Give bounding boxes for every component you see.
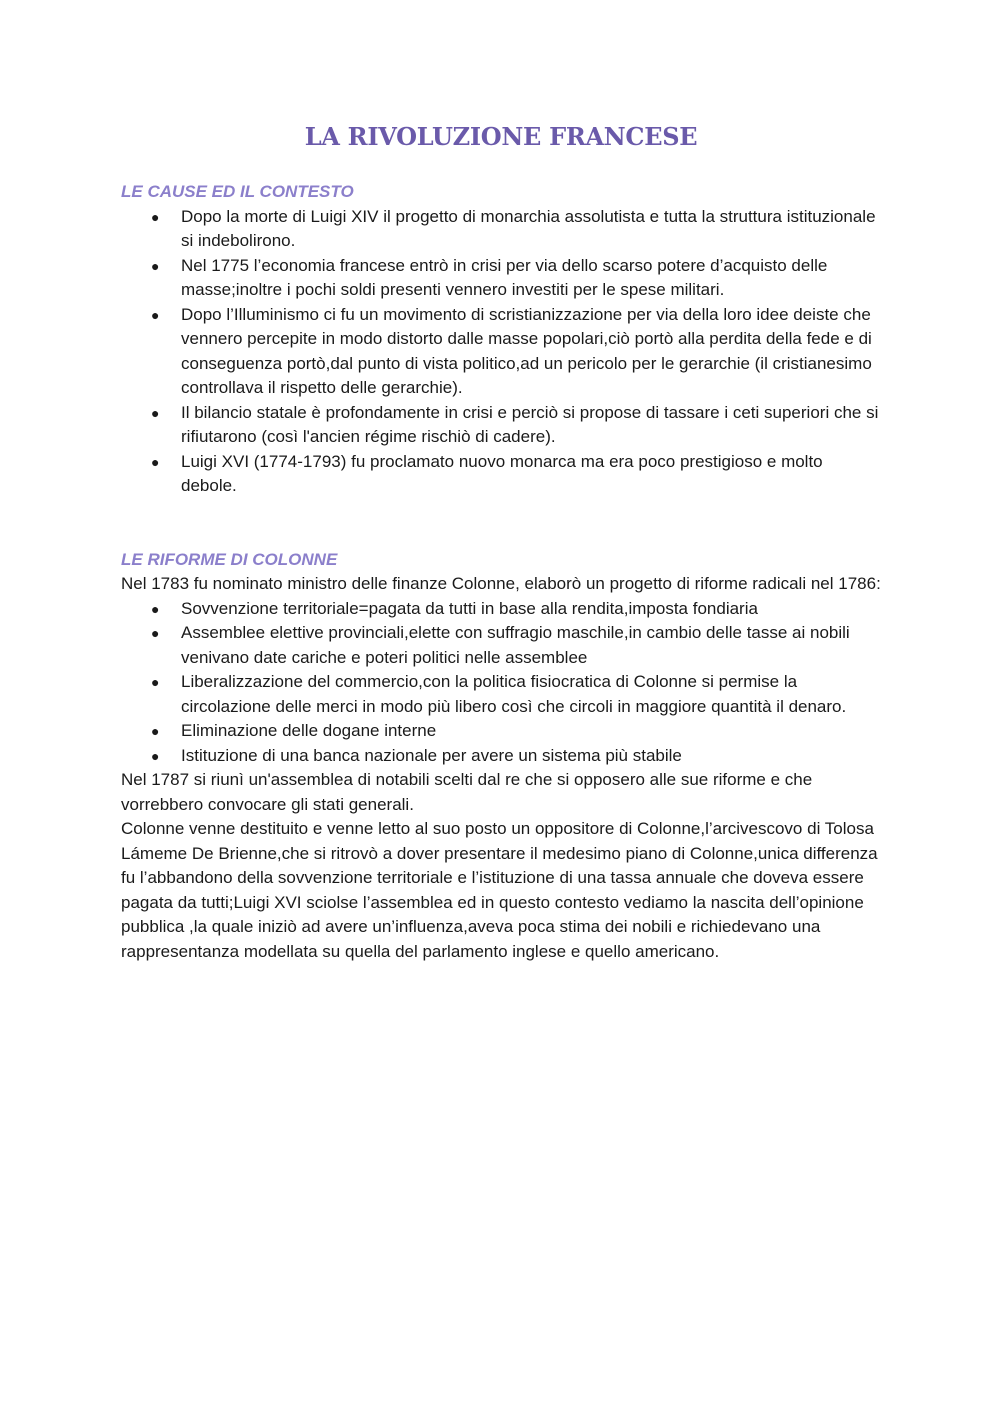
- section-heading: LE RIFORME DI COLONNE: [121, 549, 338, 569]
- list-item-text: Il bilancio statale è profondamente in crisi e perciò si propose di tassare i ceti superiori che si rifiutarono (così l'ancien régime rischiò di cadere).: [181, 402, 879, 446]
- bullet-icon: ●: [151, 723, 160, 739]
- list-item: [121, 254, 881, 303]
- list-item-text: Nel 1775 l’economia francese entrò in crisi per via dello scarso potere d’acquisto delle masse;inoltre i pochi soldi presenti vennero investiti per le spese militari.: [181, 255, 828, 299]
- list-item-text: Dopo l’Illuminismo ci fu un movimento di scristianizzazione per via della loro idee deiste che vennero percepite in modo distorto dalle masse popolari,ciò portò alla perdita della fede e di conseguenza portò,dal punto di vista politico,ad un pericolo per le gerarchie (il cristianesimo controllava il rispetto delle gerarchie).: [181, 304, 872, 397]
- list-item-text: Luigi XVI (1774-1793) fu proclamato nuovo monarca ma era poco prestigioso e molto debole.: [181, 451, 823, 495]
- list-item: [121, 670, 881, 719]
- section-intro: Nel 1783 fu nominato ministro delle finanze Colonne, elaborò un progetto di riforme radicali nel 1786:: [121, 574, 881, 593]
- list-item-text: Sovvenzione territoriale=pagata da tutti in base alla rendita,imposta fondiaria: [181, 598, 758, 618]
- bullet-icon: ●: [151, 257, 160, 274]
- bullet-icon: ●: [151, 747, 160, 764]
- section-heading: LE CAUSE ED IL CONTESTO: [121, 182, 354, 201]
- list-item: [121, 205, 881, 254]
- bullet-list: [121, 597, 881, 769]
- bullet-icon: ●: [151, 625, 160, 641]
- list-item: [121, 597, 881, 622]
- list-item: [121, 401, 881, 450]
- bullet-icon: ●: [151, 306, 160, 323]
- list-item-text: Liberalizzazione del commercio,con la politica fisiocratica di Colonne si permise la circolazione delle merci in modo più libero così che circoli in maggiore quantità il denaro.: [181, 672, 847, 716]
- bullet-list: [121, 205, 881, 499]
- bullet-icon: ●: [151, 674, 160, 690]
- list-item: [121, 450, 881, 499]
- list-item: [121, 719, 881, 744]
- section-cause-contesto: [121, 180, 881, 499]
- body-paragraph: Nel 1787 si riunì un'assemblea di notabili scelti dal re che si opposero alle sue riforme e che vorrebbero convocare gli stati generali.: [121, 770, 813, 814]
- section-spacer: [121, 499, 881, 548]
- body-paragraph: Colonne venne destituito e venne letto al suo posto un oppositore di Colonne,l’arcivescovo di Tolosa Lámeme De Brienne,che si ritrovò a dover presentare il medesimo piano di Colonne,unica differenza fu l’abbandono della sovvenzione territoriale e l’istituzione di una tassa annuale che doveva essere pagata da tutti;Luigi XVI sciolse l’assemblea ed in questo contesto vediamo la nascita dell’opinione pubblica ,la quale iniziò ad avere un’influenza,aveva poca stima dei nobili e richiedevano una rappresentanza modellata su quella del parlamento inglese e quello americano.: [121, 819, 878, 961]
- list-item: [121, 621, 881, 670]
- bullet-icon: ●: [151, 208, 160, 225]
- list-item-text: Assemblee elettive provinciali,elette con suffragio maschile,in cambio delle tasse ai nobili venivano date cariche e poteri politici nelle assemblee: [181, 623, 850, 667]
- list-item-text: Dopo la morte di Luigi XIV il progetto di monarchia assolutista e tutta la struttura istituzionale si indebolirono.: [181, 206, 876, 250]
- list-item: [121, 744, 881, 769]
- bullet-icon: ●: [151, 404, 160, 421]
- list-item-text: Eliminazione delle dogane interne: [181, 721, 437, 740]
- bullet-icon: ●: [151, 600, 160, 617]
- section-riforme-colonne: [121, 548, 881, 965]
- list-item: [121, 303, 881, 401]
- list-item-text: Istituzione di una banca nazionale per avere un sistema più stabile: [181, 745, 682, 765]
- document-title: LA RIVOLUZIONE FRANCESE: [304, 122, 698, 151]
- bullet-icon: ●: [151, 453, 160, 470]
- document-body: [121, 118, 881, 964]
